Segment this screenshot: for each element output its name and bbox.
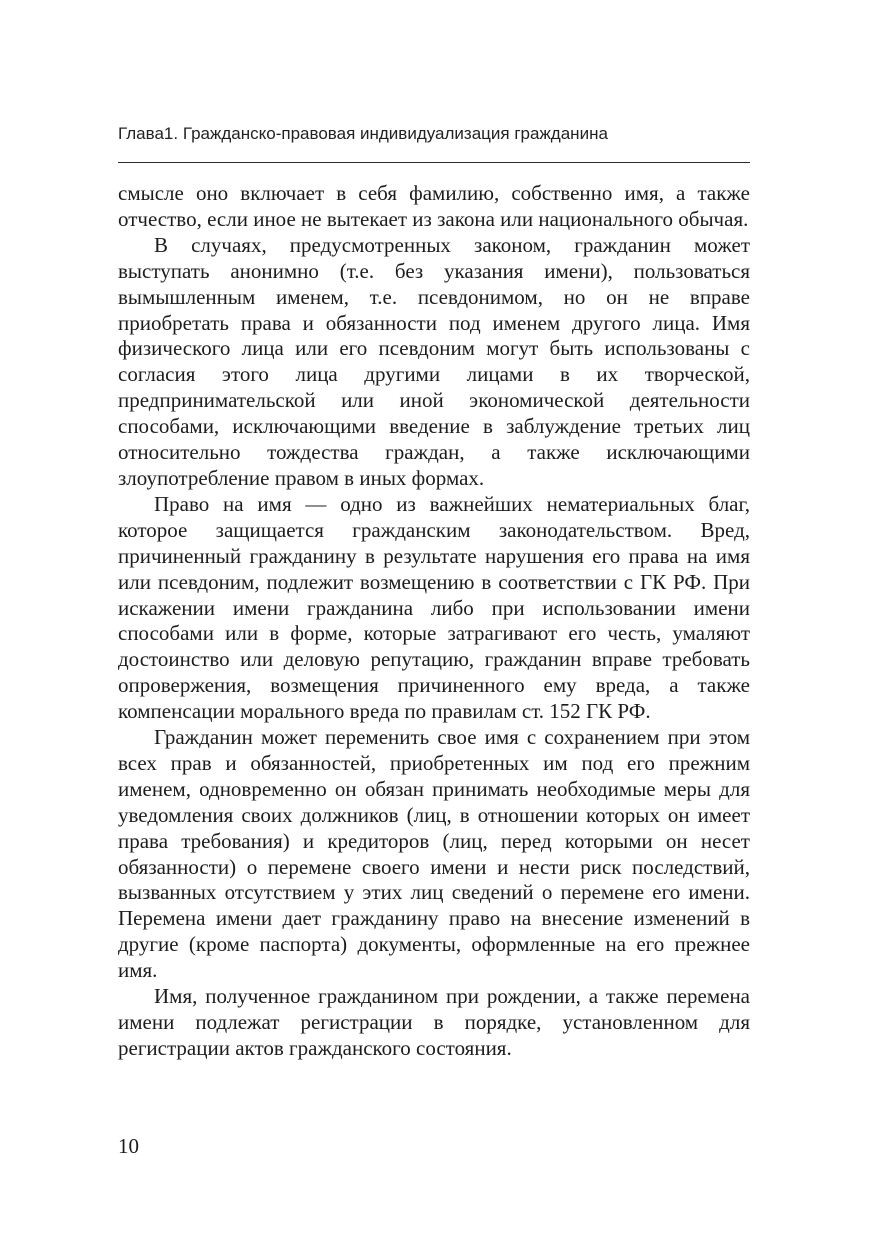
header-rule (118, 162, 750, 163)
paragraph-continued: смысле оно включает в себя фамилию, собственно имя, а также отчество, если иное не вытекает из закона или национального обычая. (118, 181, 750, 231)
paragraph: Право на имя — одно из важнейших нематериальных благ, которое защищается гражданским законодательством. Вред, причиненный гражданину в результате нарушения его права на имя или псевдоним, подлежит возмещению в соответствии с ГК РФ. При искажении имени гражданина либо при использовании имени способами или в форме, которые затрагивают его честь, умаляют достоинство или деловую репутацию, гражданин вправе требовать опровержения, возмещения причиненного ему вреда, а также компенсации морального вреда по правилам ст. 152 ГК РФ. (118, 491, 750, 724)
page-number: 10 (118, 1134, 139, 1158)
paragraph: В случаях, предусмотренных законом, гражданин может выступать анонимно (т.е. без указания имени), пользоваться вымышленным именем, т.е. псевдонимом, но он не вправе приобретать права и обязанности под именем другого лица. Имя физического лица или его псевдоним могут быть использованы с согласия этого лица другими лицами в их творческой, предпринимательской или иной экономической деятельности способами, исключающими введение в заблуждение третьих лиц относительно тождества граждан, а также исключающими злоупотребление правом в иных формах. (118, 232, 750, 490)
running-head: Глава1. Гражданско-правовая индивидуализация гражданина (118, 124, 608, 143)
body-text (118, 181, 750, 1062)
paragraph: Имя, полученное гражданином при рождении, а также перемена имени подлежат регистрации в порядке, установленном для регистрации актов гражданского состояния. (118, 984, 750, 1060)
paragraph: Гражданин может переменить свое имя с сохранением при этом всех прав и обязанностей, приобретенных им под его прежним именем, одновременно он обязан принимать необходимые меры для уведомления своих должников (лиц, в отношении которых он имеет права требования) и кредиторов (лиц, перед которыми он несет обязанности) о перемене своего имени и нести риск последствий, вызванных отсутствием у этих лиц сведений о перемене его имени. Перемена имени дает гражданину право на внесение изменений в другие (кроме паспорта) документы, оформленные на его прежнее имя. (118, 725, 750, 983)
